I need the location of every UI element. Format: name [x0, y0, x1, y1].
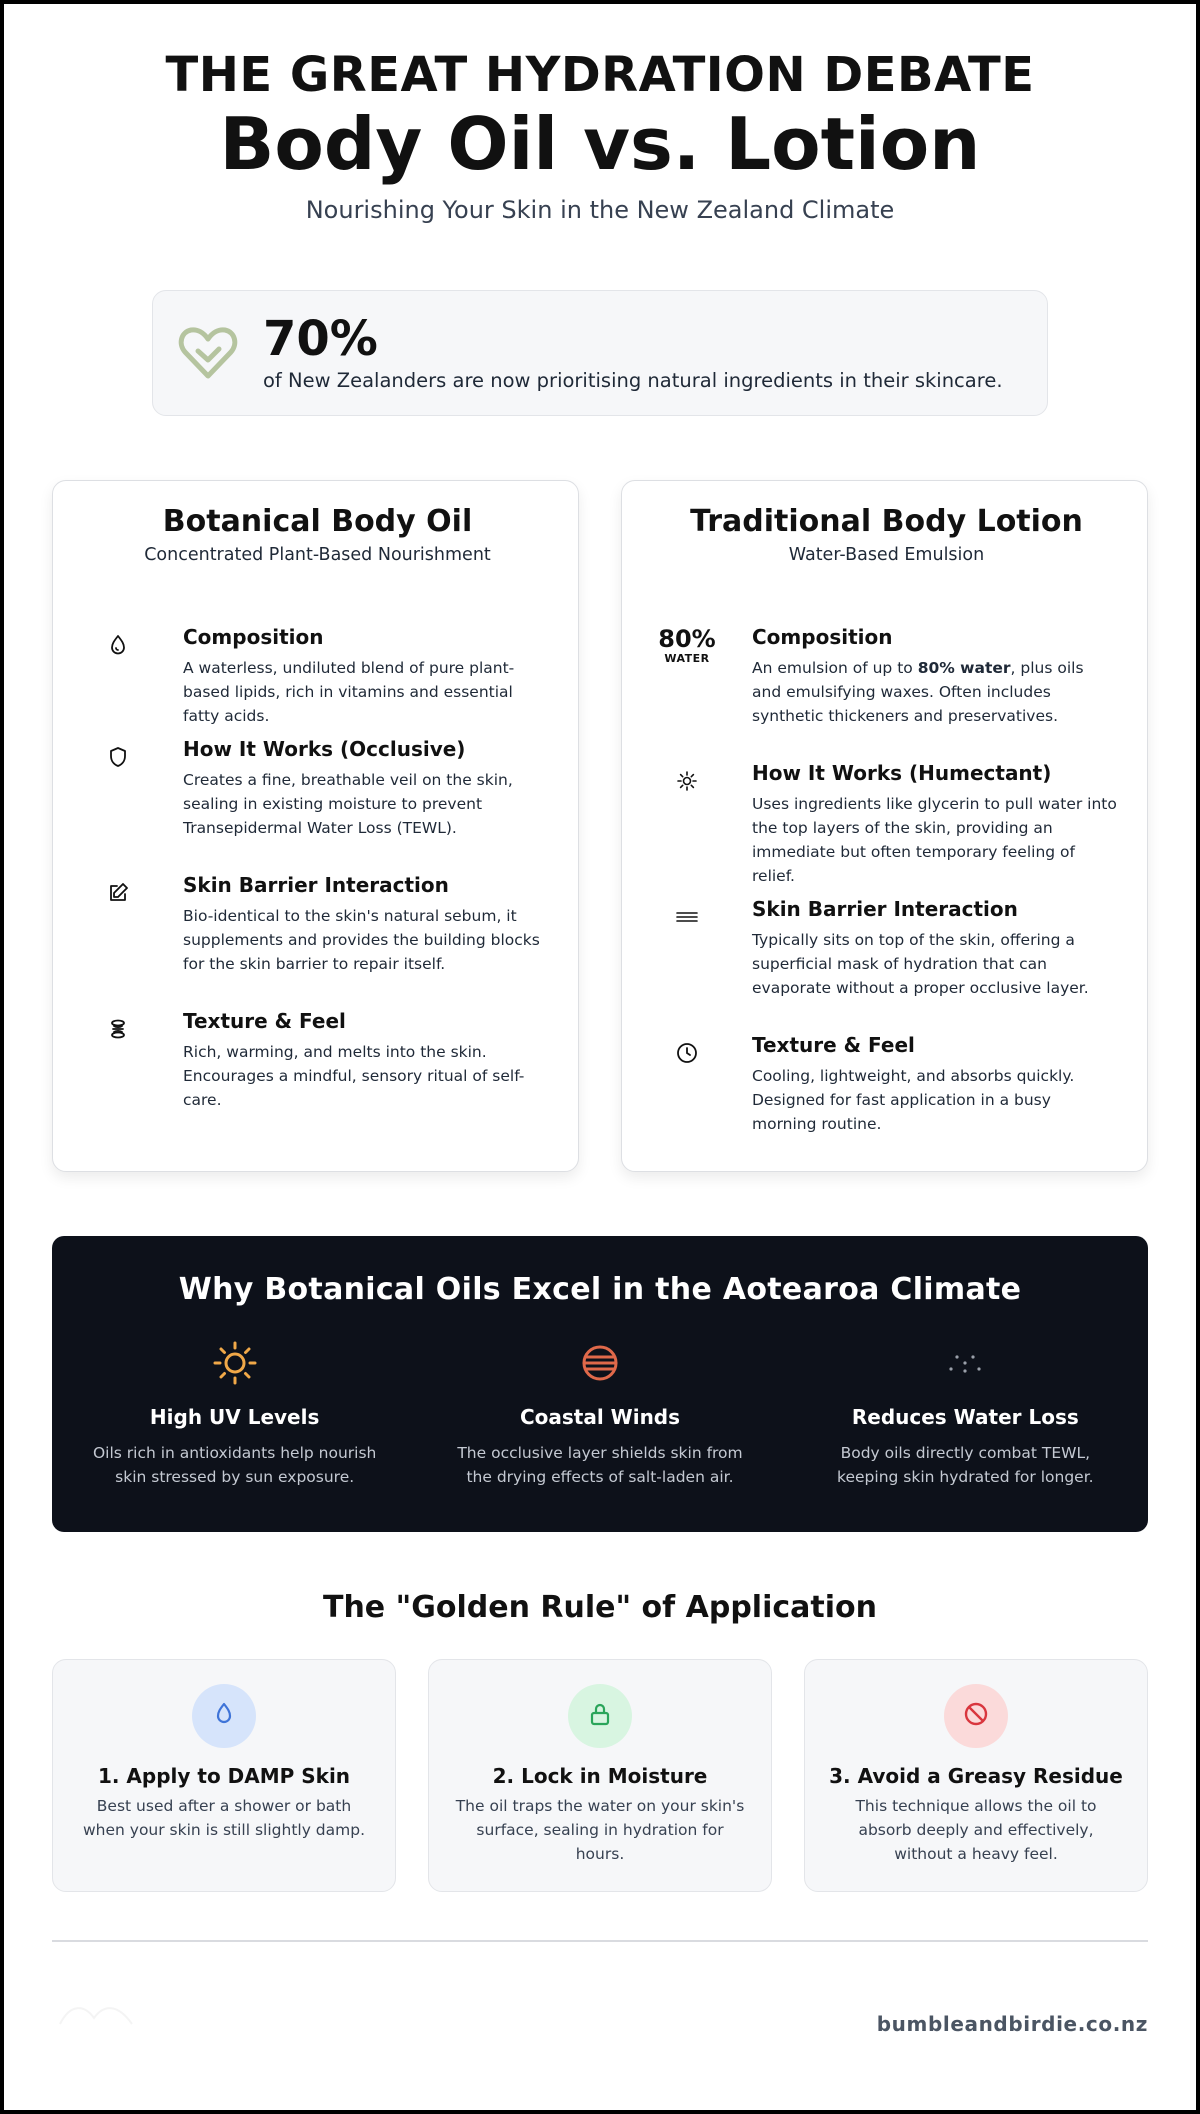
page-title: Body Oil vs. Lotion [219, 102, 981, 187]
stat-text: of New Zealanders are now prioritising natural ingredients in their skincare. [263, 368, 1003, 392]
feature-title: Texture & Feel [752, 1033, 915, 1058]
oil-feature [87, 873, 548, 1009]
feature-text: Typically sits on top of the skin, offering a superficial mask of hydration that can evaporate without a proper occlusive layer. [752, 931, 1089, 998]
step-text: This technique allows the oil to absorb deeply and effectively, without a heavy feel. [855, 1797, 1097, 1864]
header [4, 4, 1196, 224]
composition-text-end: , plus oils and emulsifying waxes. Often includes synthetic thickeners and preservatives. [752, 659, 1084, 726]
step-icon-circle [192, 1684, 256, 1748]
climate-item-title: High UV Levels [149, 1405, 320, 1430]
climate-item-title: Coastal Winds [519, 1405, 681, 1430]
feature-title: Texture & Feel [183, 1009, 346, 1034]
water-percent-label: WATER [664, 652, 710, 666]
lotion-card-title: Traditional Body Lotion [690, 504, 1083, 540]
clock-icon [675, 1041, 699, 1136]
feature-title: How It Works (Occlusive) [183, 737, 466, 762]
climate-item-text: Oils rich in antioxidants help nourish skin stressed by sun exposure. [92, 1444, 377, 1487]
climate-item-text: The occlusive layer shields skin from the drying effects of salt-laden air. [457, 1444, 743, 1487]
drop-icon [210, 1700, 238, 1732]
shield-icon [106, 745, 130, 873]
footer-site[interactable]: bumbleandbirdie.co.nz [876, 2012, 1148, 2036]
oil-card-title: Botanical Body Oil [162, 504, 473, 540]
composition-text-bold: 80% water [917, 659, 1011, 678]
oil-card-subtitle: Concentrated Plant-Based Nourishment [144, 544, 491, 565]
stat-callout [152, 290, 1048, 416]
feature-text [752, 656, 1117, 728]
step-title: 2. Lock in Moisture [492, 1764, 708, 1789]
feature-title: Composition [183, 625, 324, 650]
climate-item-text: Body oils directly combat TEWL, keeping skin hydrated for longer. [837, 1444, 1094, 1487]
feature-title: Skin Barrier Interaction [183, 873, 449, 898]
sun-icon [52, 1339, 417, 1387]
oil-feature [87, 625, 548, 737]
climate-section [52, 1236, 1148, 1532]
drop-icon [106, 633, 130, 737]
climate-item [52, 1339, 417, 1489]
feature-text: Uses ingredients like glycerin to pull water into the top layers of the skin, providing an immediate but often temporary feeling of relief. [752, 795, 1117, 886]
feature-title: Composition [752, 625, 893, 650]
sun-icon [675, 769, 699, 897]
oil-feature [87, 737, 548, 873]
ban-icon [962, 1700, 990, 1732]
wind-icon [417, 1339, 782, 1387]
lock-icon [586, 1700, 614, 1732]
step-title: 1. Apply to DAMP Skin [97, 1764, 351, 1789]
oil-feature [87, 1009, 548, 1112]
application-steps [52, 1659, 1148, 1892]
lotion-feature [656, 761, 1117, 897]
oil-card [52, 480, 579, 1172]
step-icon-circle [568, 1684, 632, 1748]
divider [52, 1940, 1148, 1942]
step-card [804, 1659, 1148, 1892]
water-percent-value: 80% [658, 625, 716, 654]
page-subtitle: Nourishing Your Skin in the New Zealand Climate [305, 196, 895, 225]
edit-icon [106, 881, 130, 1009]
stat-value: 70% [263, 310, 378, 367]
brand-logo [56, 1994, 136, 2038]
step-card [428, 1659, 772, 1892]
lotion-feature [656, 1033, 1117, 1136]
feature-text: Cooling, lightweight, and absorbs quickly. Designed for fast application in a busy morning routine. [752, 1067, 1075, 1134]
composition-text-start: An emulsion of up to [752, 659, 918, 678]
header-kicker: THE GREAT HYDRATION DEBATE [165, 47, 1035, 103]
feature-text: Bio-identical to the skin's natural sebum, it supplements and provides the building blocks for the skin barrier to repair itself. [183, 907, 540, 974]
heart-check-icon [177, 322, 239, 384]
feature-title: How It Works (Humectant) [752, 761, 1052, 786]
lotion-card [621, 480, 1148, 1172]
lotion-feature [656, 897, 1117, 1033]
step-card [52, 1659, 396, 1892]
climate-item [417, 1339, 782, 1489]
feature-text: Rich, warming, and melts into the skin. Encourages a mindful, sensory ritual of self-care. [183, 1043, 525, 1110]
rule-title: The "Golden Rule" of Application [322, 1590, 877, 1626]
lotion-feature [656, 625, 1117, 761]
dots-icon [783, 1339, 1148, 1387]
lotion-card-subtitle: Water-Based Emulsion [788, 544, 985, 565]
step-text: The oil traps the water on your skin's surface, sealing in hydration for hours. [455, 1797, 745, 1864]
spool-icon [106, 1017, 130, 1112]
step-icon-circle [944, 1684, 1008, 1748]
lines-icon [675, 905, 699, 1033]
climate-item [783, 1339, 1148, 1489]
feature-text: A waterless, undiluted blend of pure plant-based lipids, rich in vitamins and essential fatty acids. [183, 659, 515, 726]
step-title: 3. Avoid a Greasy Residue [829, 1764, 1123, 1789]
climate-item-title: Reduces Water Loss [851, 1405, 1079, 1430]
feature-text: Creates a fine, breathable veil on the skin, sealing in existing moisture to prevent Transepidermal Water Loss (TEWL). [183, 771, 513, 838]
water-percent-badge [658, 625, 715, 761]
climate-title: Why Botanical Oils Excel in the Aotearoa Climate [178, 1272, 1022, 1308]
step-text: Best used after a shower or bath when your skin is still slightly damp. [82, 1797, 366, 1840]
feature-title: Skin Barrier Interaction [752, 897, 1018, 922]
comparison [52, 480, 1148, 1172]
